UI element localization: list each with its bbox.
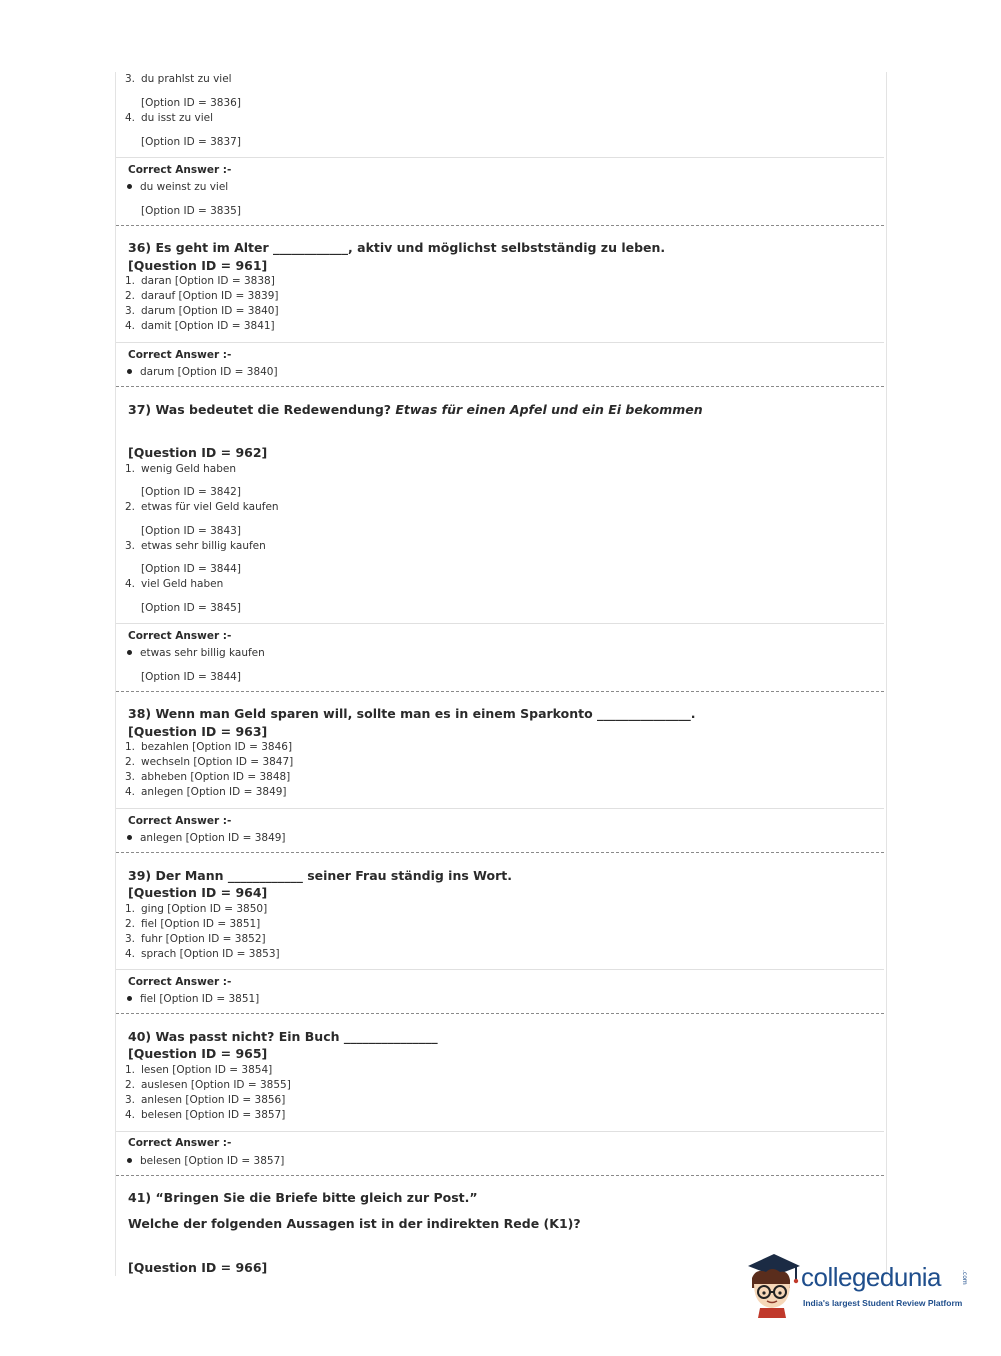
question-separator: [116, 225, 884, 226]
option-2: 2. fiel [Option ID = 3851]: [125, 918, 261, 930]
question-id: [Question ID = 962]: [128, 445, 268, 460]
correct-answer: belesen [Option ID = 3857]: [127, 1155, 284, 1167]
question-separator: [116, 386, 884, 387]
correct-answer-id: [Option ID = 3844]: [141, 671, 241, 683]
question-id: [Question ID = 964]: [128, 885, 268, 900]
correct-answer: etwas sehr billig kaufen: [127, 647, 265, 659]
question-id: [Question ID = 966]: [128, 1260, 268, 1275]
option-3: 3. abheben [Option ID = 3848]: [125, 771, 291, 783]
option-3: 3. fuhr [Option ID = 3852]: [125, 933, 266, 945]
mascot-icon: [740, 1248, 802, 1318]
correct-answer: du weinst zu viel: [127, 181, 228, 193]
option-1: 1. bezahlen [Option ID = 3846]: [125, 741, 293, 753]
option-4: 4. damit [Option ID = 3841]: [125, 320, 275, 332]
bullet-icon: [127, 650, 132, 655]
option-3: 3. du prahlst zu viel: [125, 73, 232, 85]
correct-answer: fiel [Option ID = 3851]: [127, 993, 259, 1005]
question-id: [Question ID = 961]: [128, 258, 268, 273]
option-4-id: [Option ID = 3837]: [141, 136, 241, 148]
correct-answer-label: Correct Answer :-: [128, 815, 232, 827]
correct-answer-label: Correct Answer :-: [128, 164, 232, 176]
question-separator: [116, 1013, 884, 1014]
question-title: 38) Wenn man Geld sparen will, sollte man es in einem Sparkonto _______________.: [128, 706, 696, 721]
correct-answer-id: [Option ID = 3835]: [141, 205, 241, 217]
correct-answer-label: Correct Answer :-: [128, 349, 232, 361]
collegedunia-logo: [740, 1248, 970, 1318]
bullet-icon: [127, 184, 132, 189]
logo-tagline: India's largest Student Review Platform: [803, 1298, 963, 1308]
question-title: 36) Es geht im Alter ____________, aktiv und möglichst selbstständig zu leben.: [128, 240, 666, 255]
option-4: 4. sprach [Option ID = 3853]: [125, 948, 280, 960]
option-3: 3. darum [Option ID = 3840]: [125, 305, 279, 317]
bullet-icon: [127, 996, 132, 1001]
option-2: 2. wechseln [Option ID = 3847]: [125, 756, 294, 768]
divider: [116, 808, 884, 809]
correct-answer-label: Correct Answer :-: [128, 1137, 232, 1149]
bullet-icon: [127, 1158, 132, 1163]
question-separator: [116, 1175, 884, 1176]
bullet-icon: [127, 835, 132, 840]
correct-answer: darum [Option ID = 3840]: [127, 366, 278, 378]
option-4: 4. du isst zu viel: [125, 112, 213, 124]
option-3: 3. etwas sehr billig kaufen: [125, 540, 266, 552]
option-4: 4. belesen [Option ID = 3857]: [125, 1109, 286, 1121]
question-separator: [116, 691, 884, 692]
question-title: 37) Was bedeutet die Redewendung? Etwas für einen Apfel und ein Ei bekommen: [128, 402, 703, 417]
question-id: [Question ID = 965]: [128, 1046, 268, 1061]
logo-dotcom: .com: [961, 1270, 968, 1285]
correct-answer-label: Correct Answer :-: [128, 630, 232, 642]
option-1: 1. ging [Option ID = 3850]: [125, 903, 268, 915]
question-subtitle: Welche der folgenden Aussagen ist in der indirekten Rede (K1)?: [128, 1216, 581, 1231]
option-4: 4. viel Geld haben: [125, 578, 224, 590]
question-separator: [116, 852, 884, 853]
option-2-id: [Option ID = 3843]: [141, 525, 241, 537]
divider: [116, 1131, 884, 1132]
correct-answer: anlegen [Option ID = 3849]: [127, 832, 286, 844]
option-3: 3. anlesen [Option ID = 3856]: [125, 1094, 286, 1106]
question-title: 39) Der Mann ____________ seiner Frau ständig ins Wort.: [128, 868, 512, 883]
divider: [116, 157, 884, 158]
question-id: [Question ID = 963]: [128, 724, 268, 739]
divider: [116, 623, 884, 624]
divider: [116, 342, 884, 343]
option-4-id: [Option ID = 3845]: [141, 602, 241, 614]
option-2: 2. auslesen [Option ID = 3855]: [125, 1079, 291, 1091]
option-3-id: [Option ID = 3844]: [141, 563, 241, 575]
logo-wordmark: collegedunia: [801, 1262, 942, 1292]
option-1-id: [Option ID = 3842]: [141, 486, 241, 498]
question-title: 41) “Bringen Sie die Briefe bitte gleich zur Post.”: [128, 1190, 478, 1205]
option-2: 2. darauf [Option ID = 3839]: [125, 290, 279, 302]
bullet-icon: [127, 369, 132, 374]
option-1: 1. lesen [Option ID = 3854]: [125, 1064, 273, 1076]
option-2: 2. etwas für viel Geld kaufen: [125, 501, 279, 513]
option-3-id: [Option ID = 3836]: [141, 97, 241, 109]
option-4: 4. anlegen [Option ID = 3849]: [125, 786, 287, 798]
divider: [116, 969, 884, 970]
correct-answer-label: Correct Answer :-: [128, 976, 232, 988]
option-1: 1. daran [Option ID = 3838]: [125, 275, 275, 287]
question-title: 40) Was passt nicht? Ein Buch _______________: [128, 1029, 438, 1044]
option-1: 1. wenig Geld haben: [125, 463, 237, 475]
